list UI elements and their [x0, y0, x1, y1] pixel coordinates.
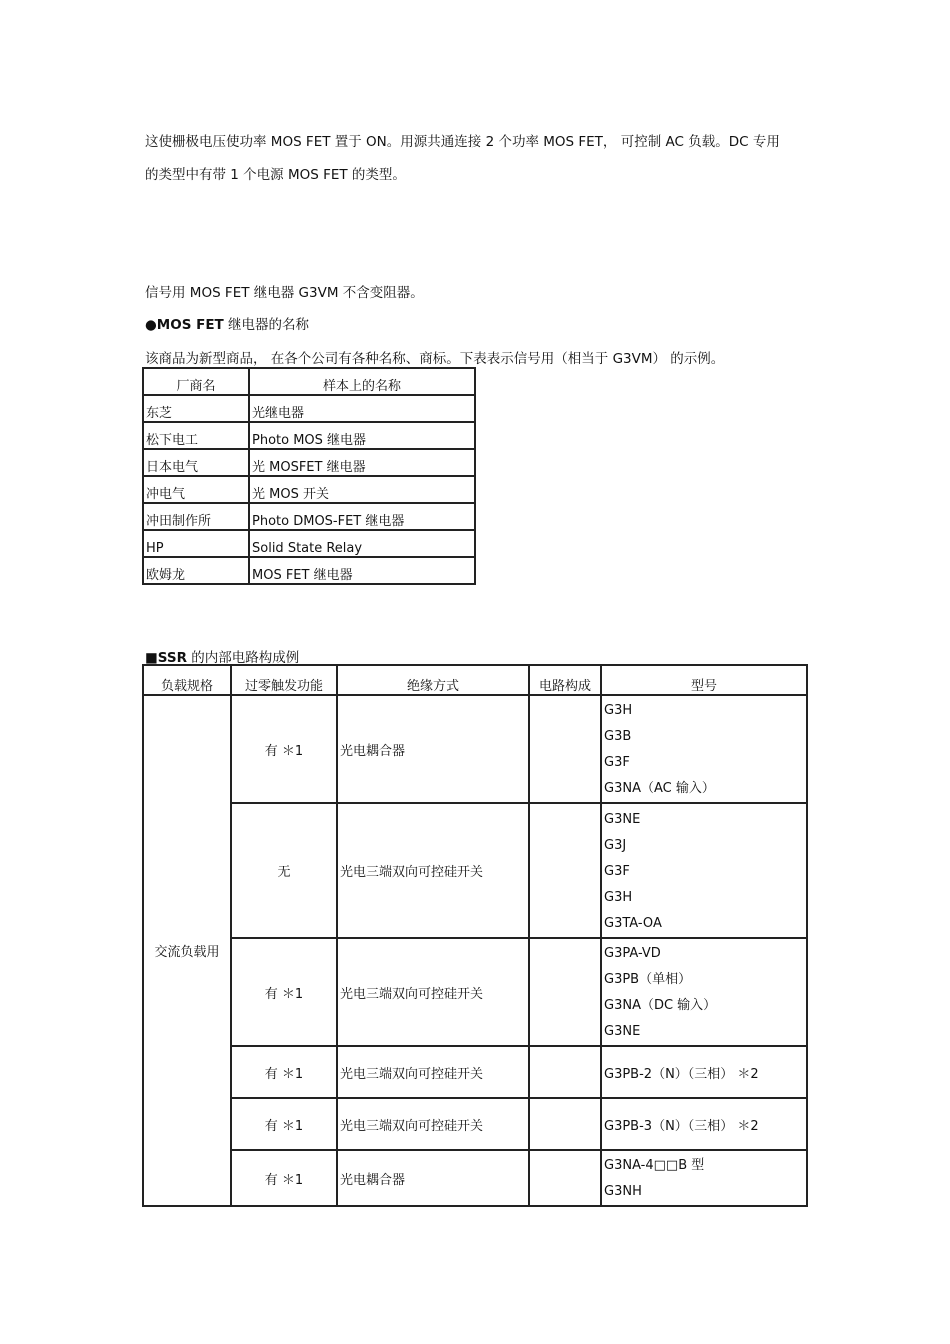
- sample-name-cell: Photo MOS 继电器: [249, 422, 475, 449]
- table-row: [143, 422, 475, 449]
- zero-cross-cell: 有 ＊1: [231, 1046, 337, 1098]
- manufacturer-cell: 日本电气: [143, 449, 249, 476]
- model-item: G3F: [604, 755, 630, 770]
- isolation-cell: 光电三端双向可控硅开关: [337, 938, 529, 1046]
- manufacturer-cell: HP: [143, 530, 249, 557]
- intro-line-3: 信号用 MOS FET 继电器 G3VM 不含变阻器。: [145, 285, 424, 301]
- sample-name-cell: 光 MOSFET 继电器: [249, 449, 475, 476]
- zero-cross-cell: 有 ＊1: [231, 695, 337, 803]
- isolation-cell: 光电耦合器: [337, 695, 529, 803]
- col-header-manufacturer: 厂商名: [143, 368, 249, 395]
- intro-line-1: 这使栅极电压使功率 MOS FET 置于 ON。用源共通连接 2 个功率 MOS FET， 可控制 AC 负载。DC 专用: [145, 134, 780, 150]
- table-row: [143, 503, 475, 530]
- table-row: [143, 803, 807, 938]
- table-row: [143, 1046, 807, 1098]
- circuit-cell: [529, 695, 601, 803]
- zero-cross-cell: 有 ＊1: [231, 1098, 337, 1150]
- table-row: [143, 1098, 807, 1150]
- model-item: G3H: [604, 889, 633, 905]
- section1-heading-bold: ●MOS FET: [145, 317, 224, 333]
- table-row: [143, 938, 807, 1046]
- col-header-isolation: 绝缘方式: [337, 665, 529, 695]
- circuit-cell: [529, 938, 601, 1046]
- table-row: [143, 1150, 807, 1206]
- model-item: G3NA-4□□B 型: [604, 1158, 705, 1173]
- model-cell: [601, 938, 807, 1046]
- table-row: [143, 449, 475, 476]
- isolation-cell: 光电三端双向可控硅开关: [337, 1046, 529, 1098]
- circuit-cell: [529, 803, 601, 938]
- section2-heading-bold: ■SSR: [145, 650, 187, 666]
- model-item: G3NA（DC 输入）: [604, 998, 717, 1013]
- table-header-row: [143, 665, 807, 695]
- manufacturer-cell: 松下电工: [143, 422, 249, 449]
- isolation-cell: 光电耦合器: [337, 1150, 529, 1206]
- section2-heading-rest: 的内部电路构成例: [187, 650, 300, 666]
- section1-heading: [145, 316, 309, 334]
- model-item: G3B: [604, 729, 632, 744]
- model-item: G3F: [604, 863, 630, 879]
- col-header-zero-cross: 过零触发功能: [231, 665, 337, 695]
- sample-name-cell: 光继电器: [249, 395, 475, 422]
- table-row: [143, 395, 475, 422]
- manufacturer-table: [142, 367, 476, 585]
- zero-cross-cell: 有 ＊1: [231, 1150, 337, 1206]
- model-cell: G3PB-3（N）（三相） ＊2: [601, 1098, 807, 1150]
- zero-cross-cell: 有 ＊1: [231, 938, 337, 1046]
- model-item: G3NE: [604, 1024, 641, 1039]
- manufacturer-cell: 欧姆龙: [143, 557, 249, 584]
- table-header-row: [143, 368, 475, 395]
- model-cell: [601, 803, 807, 938]
- sample-name-cell: Photo DMOS-FET 继电器: [249, 503, 475, 530]
- ssr-circuit-table: [142, 664, 808, 1207]
- section1-description: 该商品为新型商品， 在各个公司有各种名称、商标。下表表示信号用（相当于 G3VM） 的示例。: [145, 351, 725, 367]
- model-cell: G3PB-2（N）（三相） ＊2: [601, 1046, 807, 1098]
- zero-cross-cell: 无: [231, 803, 337, 938]
- model-item: G3NE: [604, 811, 641, 827]
- circuit-cell: [529, 1150, 601, 1206]
- table-row: [143, 695, 807, 803]
- col-header-circuit: 电路构成: [529, 665, 601, 695]
- manufacturer-cell: 冲田制作所: [143, 503, 249, 530]
- model-item: G3PB（单相）: [604, 972, 692, 987]
- model-item: G3NA（AC 输入）: [604, 781, 715, 796]
- intro-line-2: 的类型中有带 1 个电源 MOS FET 的类型。: [145, 167, 406, 183]
- model-item: G3TA-OA: [604, 915, 662, 931]
- model-item: G3PA-VD: [604, 946, 661, 961]
- col-header-sample-name: 样本上的名称: [249, 368, 475, 395]
- section1-heading-rest: 继电器的名称: [223, 317, 310, 333]
- model-cell: [601, 1150, 807, 1206]
- isolation-cell: 光电三端双向可控硅开关: [337, 1098, 529, 1150]
- col-header-model: 型号: [601, 665, 807, 695]
- model-item: G3NH: [604, 1184, 642, 1199]
- circuit-cell: [529, 1098, 601, 1150]
- circuit-cell: [529, 1046, 601, 1098]
- table-row: [143, 557, 475, 584]
- load-spec-cell: 交流负载用: [143, 695, 231, 1206]
- table-row: [143, 476, 475, 503]
- model-item: G3J: [604, 837, 627, 853]
- sample-name-cell: MOS FET 继电器: [249, 557, 475, 584]
- model-item: G3H: [604, 703, 633, 718]
- col-header-load-spec: 负载规格: [143, 665, 231, 695]
- model-cell: [601, 695, 807, 803]
- manufacturer-cell: 东芝: [143, 395, 249, 422]
- isolation-cell: 光电三端双向可控硅开关: [337, 803, 529, 938]
- sample-name-cell: 光 MOS 开关: [249, 476, 475, 503]
- sample-name-cell: Solid State Relay: [249, 530, 475, 557]
- manufacturer-cell: 冲电气: [143, 476, 249, 503]
- table-row: [143, 530, 475, 557]
